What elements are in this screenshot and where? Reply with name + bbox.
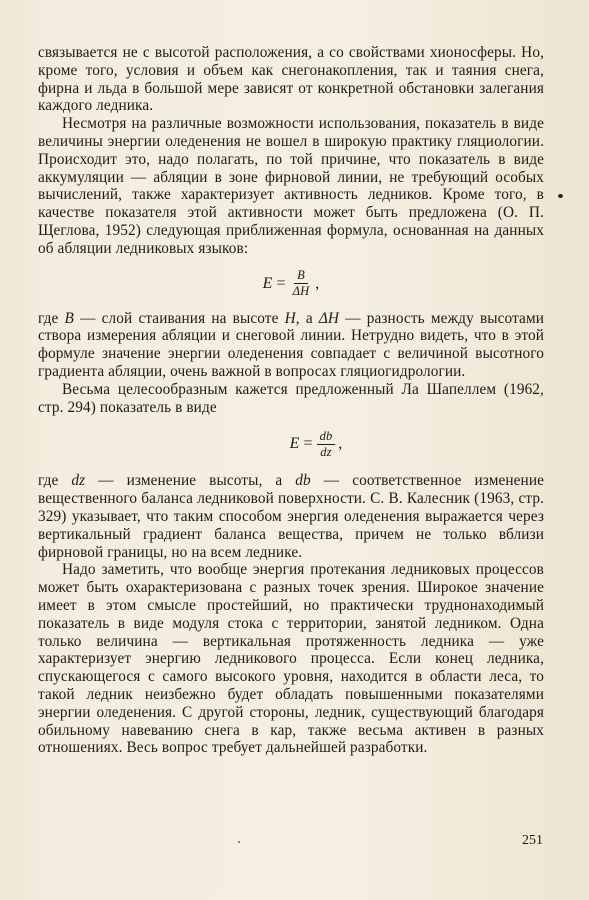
paragraph-2: Несмотря на различные возможности использования, показатель в виде величины энергии оледенения не вошел в широкую практику гляциологии. Происходит это, надо полагать, по той причине, что показатель в виде аккумуляции — абляции в зоне фирновой линии, не требующий особых вычислений, также характеризует активность ледников. Кроме того, в качестве показателя этой активности может быть предложена (О. П. Щеглова, 1952) следующая приближенная формула, основанная на данных об абляции ледниковых языков: — [38, 115, 544, 257]
speck-mark — [238, 841, 240, 843]
var-h: H — [284, 309, 296, 327]
ink-blot — [558, 194, 563, 198]
p3-text-d: — разность между высотами створа измерения абляции и снеговой линии. Нетрудно видеть, что в этой формуле значение энергии оледенения совпадает с величиной высотного градиента абляции, очень важной в вопросах гляциогидрологии. — [38, 309, 545, 380]
p5-text-c: — соответственное изменение вещественного баланса ледниковой поверхности. С. В. Калесник (1963, стр. 329) указывает, что таким способом энергия оледенения выражается через вертикальный градиент баланса вещества, причем не только вблизи фирновой границы, но на всем леднике. — [38, 472, 544, 561]
page-text — [38, 44, 544, 757]
formula-fraction — [290, 269, 313, 298]
formula-denominator: ΔH — [292, 284, 310, 299]
formula-lhs: E — [289, 435, 300, 453]
p5-text-a: где — [38, 472, 72, 490]
formula-denominator: dz — [320, 444, 332, 459]
formula-fraction — [317, 430, 336, 459]
formula-lachapelle — [38, 416, 544, 472]
formula-numerator: B — [294, 269, 308, 284]
var-delta-h: ΔH — [318, 309, 340, 327]
formula-energy-ablation — [38, 258, 544, 310]
p3-text-a: где — [38, 309, 65, 327]
paragraph-5 — [38, 472, 544, 561]
formula-comma: , — [338, 435, 343, 453]
paragraph-4: Весьма целесообразным кажется предложенный Ла Шапеллем (1962, стр. 294) показатель в виде — [38, 380, 544, 416]
paragraph-6: Надо заметить, что вообще энергия протекания ледниковых процессов может быть охарактеризована с разных точек зрения. Широкое значение имеет в этом смысле простейший, но практически труднонаходимый показатель в виде модуля стока с территории, занятой ледником. Одна только величина — вертикальная протяженность ледника — уже характеризует энергию ледникового процесса. Если конец ледника, спускающегося с самого высокого уровня, находится в области леса, то такой ледник неизбежно будет обладать повышенными показателями энергии оледенения. С другой стороны, ледник, существующий благодаря обильному навеванию снега в кар, также весьма активен в разных отношениях. Весь вопрос требует дальнейшей разработки. — [38, 561, 544, 757]
formula-lhs: E — [262, 274, 273, 292]
p3-text-c: , а — [295, 309, 319, 327]
formula-equals: = — [303, 435, 313, 453]
p3-text-b: — слой стаивания на высоте — [73, 309, 285, 327]
formula-comma: , — [315, 274, 320, 292]
var-dz: dz — [71, 472, 86, 490]
page-number: 251 — [522, 833, 543, 848]
var-b: B — [64, 309, 74, 327]
paragraph-1: связывается не с высотой расположения, а со свойствами хионосферы. Но, кроме того, условия и объем как снегонакопления, так и таяния снега, фирна и льда в большой мере зависят от конкретной обстановки залегания каждого ледника. — [38, 44, 544, 115]
p5-text-b: — изменение высоты, а — [85, 472, 296, 490]
paragraph-3 — [38, 310, 544, 381]
var-db: db — [295, 472, 311, 490]
formula-numerator: db — [317, 430, 336, 445]
formula-equals: = — [276, 274, 286, 292]
